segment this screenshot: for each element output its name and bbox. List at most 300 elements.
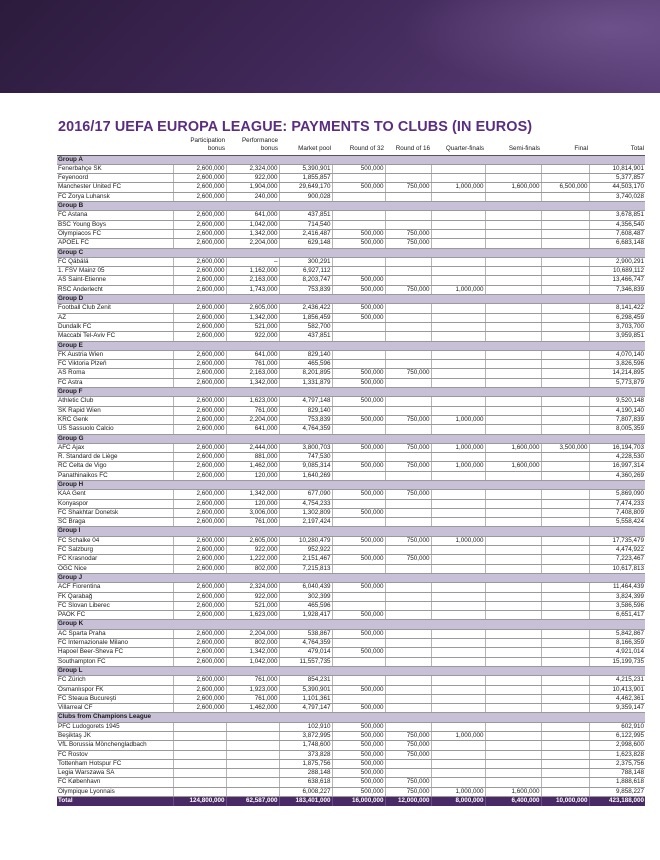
table-cell: 7,408,809 (589, 508, 645, 517)
club-name: Tottenham Hotspur FC (57, 759, 173, 768)
table-cell (541, 490, 589, 499)
table-cell (485, 722, 541, 731)
table-cell (226, 787, 279, 796)
table-cell: 3,872,995 (279, 732, 332, 741)
table-cell: 2,600,000 (173, 648, 226, 657)
table-cell: 2,600,000 (173, 332, 226, 341)
table-cell (541, 499, 589, 508)
table-cell: 5,377,857 (589, 174, 645, 183)
table-cell: 2,600,000 (173, 350, 226, 359)
club-name: Panathinaikos FC (57, 471, 173, 480)
table-cell: 1,462,000 (226, 704, 279, 713)
table-cell (541, 322, 589, 331)
table-cell (485, 239, 541, 248)
table-cell (332, 322, 385, 331)
table-cell: 500,000 (332, 397, 385, 406)
table-cell (541, 704, 589, 713)
club-name: Beşiktaş JK (57, 732, 173, 741)
table-cell (541, 759, 589, 768)
table-cell (485, 648, 541, 657)
column-header: Quarter-finals (431, 136, 485, 155)
table-cell (332, 657, 385, 666)
table-cell: 2,600,000 (173, 304, 226, 313)
table-cell (541, 332, 589, 341)
table-row (57, 164, 645, 173)
table-cell: 1,600,000 (485, 462, 541, 471)
table-cell: 750,000 (385, 778, 431, 787)
total-cell: 423,188,000 (589, 797, 645, 807)
table-cell (541, 229, 589, 238)
column-header: Round of 16 (385, 136, 431, 155)
table-cell: 1,042,000 (226, 220, 279, 229)
table-cell: 7,223,467 (589, 555, 645, 564)
table-cell (485, 657, 541, 666)
table-cell (332, 601, 385, 610)
table-cell: 750,000 (385, 750, 431, 759)
table-cell: 4,921,014 (589, 648, 645, 657)
group-name: Group I (57, 527, 645, 536)
table-cell (332, 471, 385, 480)
table-cell: 10,814,901 (589, 164, 645, 173)
table-cell (485, 536, 541, 545)
club-name: Maccabi Tel-Aviv FC (57, 332, 173, 341)
table-cell: 500,000 (332, 704, 385, 713)
table-cell: 1,000,000 (431, 285, 485, 294)
table-cell: 2,324,000 (226, 583, 279, 592)
table-cell (385, 211, 431, 220)
table-cell: 2,600,000 (173, 685, 226, 694)
table-cell: 2,600,000 (173, 267, 226, 276)
club-name: KRC Genk (57, 415, 173, 424)
table-cell: 753,839 (279, 415, 332, 424)
table-cell: 1,042,000 (226, 657, 279, 666)
table-cell: 2,600,000 (173, 546, 226, 555)
group-header-row (57, 573, 645, 582)
table-cell (485, 741, 541, 750)
table-cell (541, 304, 589, 313)
table-cell: 641,000 (226, 350, 279, 359)
table-cell: 854,231 (279, 676, 332, 685)
table-cell (385, 685, 431, 694)
table-cell: 1,462,000 (226, 462, 279, 471)
club-name: Manchester United FC (57, 183, 173, 192)
table-row (57, 694, 645, 703)
table-cell: 500,000 (332, 239, 385, 248)
table-cell: 120,000 (226, 471, 279, 480)
table-cell (485, 257, 541, 266)
table-cell (541, 239, 589, 248)
table-row (57, 415, 645, 424)
table-cell (431, 564, 485, 573)
table-cell: 1,162,000 (226, 267, 279, 276)
club-name: Football Club Zenit (57, 304, 173, 313)
table-cell: 5,390,901 (279, 685, 332, 694)
table-cell (385, 397, 431, 406)
table-cell: 500,000 (332, 490, 385, 499)
club-name: FC Rostov (57, 750, 173, 759)
table-cell: 6,040,439 (279, 583, 332, 592)
table-cell (541, 769, 589, 778)
club-name: RC Celta de Vigo (57, 462, 173, 471)
group-name: Group G (57, 434, 645, 443)
total-cell: 12,000,000 (385, 797, 431, 807)
table-cell (431, 164, 485, 173)
table-cell: 2,600,000 (173, 174, 226, 183)
table-cell (541, 601, 589, 610)
group-header-row (57, 434, 645, 443)
table-cell (485, 425, 541, 434)
table-cell: 2,600,000 (173, 536, 226, 545)
table-cell (431, 350, 485, 359)
table-cell: 1,856,459 (279, 313, 332, 322)
table-cell (431, 583, 485, 592)
table-cell (431, 657, 485, 666)
table-cell: 747,530 (279, 453, 332, 462)
group-header-row (57, 666, 645, 675)
table-cell: 2,600,000 (173, 704, 226, 713)
table-row (57, 397, 645, 406)
table-cell (485, 369, 541, 378)
table-cell: 5,773,879 (589, 378, 645, 387)
table-cell (485, 490, 541, 499)
table-cell (226, 741, 279, 750)
table-cell: 900,028 (279, 192, 332, 201)
table-cell: 6,651,417 (589, 611, 645, 620)
table-cell (485, 611, 541, 620)
table-cell: 2,600,000 (173, 183, 226, 192)
club-name: AS Roma (57, 369, 173, 378)
table-cell (541, 425, 589, 434)
table-cell: 373,828 (279, 750, 332, 759)
table-cell (431, 322, 485, 331)
table-cell (332, 499, 385, 508)
club-name: AFC Ajax (57, 443, 173, 452)
table-cell: 641,000 (226, 211, 279, 220)
total-row (57, 797, 645, 807)
table-cell: 8,201,895 (279, 369, 332, 378)
group-name: Group F (57, 388, 645, 397)
table-cell: 11,557,735 (279, 657, 332, 666)
group-name: Group B (57, 202, 645, 211)
table-cell: 6,008,227 (279, 787, 332, 796)
table-cell (431, 406, 485, 415)
table-cell: 4,764,359 (279, 425, 332, 434)
table-cell (485, 508, 541, 517)
table-cell (431, 750, 485, 759)
table-cell: 500,000 (332, 583, 385, 592)
group-name: Group A (57, 155, 645, 164)
table-cell (485, 313, 541, 322)
table-cell: 1,748,600 (279, 741, 332, 750)
table-cell (332, 592, 385, 601)
table-cell: 881,000 (226, 453, 279, 462)
group-name: Group D (57, 295, 645, 304)
table-cell: 300,291 (279, 257, 332, 266)
table-cell (541, 257, 589, 266)
table-cell: 500,000 (332, 629, 385, 638)
table-cell (541, 611, 589, 620)
table-cell: 582,700 (279, 322, 332, 331)
table-row (57, 722, 645, 731)
table-cell: 500,000 (332, 648, 385, 657)
table-cell: 761,000 (226, 518, 279, 527)
table-cell: 750,000 (385, 369, 431, 378)
table-cell (541, 508, 589, 517)
table-cell: 521,000 (226, 601, 279, 610)
table-cell: 2,600,000 (173, 220, 226, 229)
table-cell: 1,623,000 (226, 397, 279, 406)
table-cell: 14,214,895 (589, 369, 645, 378)
table-cell (541, 174, 589, 183)
table-cell: 302,399 (279, 592, 332, 601)
table-cell (485, 322, 541, 331)
table-row (57, 183, 645, 192)
club-name: Villarreal CF (57, 704, 173, 713)
table-row (57, 611, 645, 620)
table-row (57, 443, 645, 452)
table-cell (385, 164, 431, 173)
table-cell (431, 211, 485, 220)
table-cell (485, 583, 541, 592)
table-cell (485, 360, 541, 369)
table-cell (431, 508, 485, 517)
table-cell: 1,342,000 (226, 378, 279, 387)
table-cell: 5,842,867 (589, 629, 645, 638)
table-cell (485, 694, 541, 703)
table-cell (485, 192, 541, 201)
table-cell (485, 220, 541, 229)
table-cell (431, 229, 485, 238)
table-row (57, 406, 645, 415)
table-row (57, 546, 645, 555)
table-cell: 500,000 (332, 229, 385, 238)
table-cell: 3,824,399 (589, 592, 645, 601)
table-cell (485, 211, 541, 220)
table-cell: 10,413,901 (589, 685, 645, 694)
table-cell (541, 164, 589, 173)
table-cell: 2,605,000 (226, 304, 279, 313)
table-row (57, 332, 645, 341)
table-cell (431, 704, 485, 713)
table-cell (332, 211, 385, 220)
table-cell: 1,623,000 (226, 611, 279, 620)
table-cell (485, 285, 541, 294)
table-cell (485, 732, 541, 741)
table-body (57, 155, 645, 796)
group-name: Group E (57, 341, 645, 350)
table-cell: 1,923,000 (226, 685, 279, 694)
table-cell (385, 611, 431, 620)
column-header (57, 136, 173, 155)
table-cell (541, 350, 589, 359)
table-cell: 2,600,000 (173, 229, 226, 238)
table-cell (541, 378, 589, 387)
table-row (57, 629, 645, 638)
club-name: R. Standard de Liège (57, 453, 173, 462)
total-cell: 183,401,000 (279, 797, 332, 807)
table-row (57, 369, 645, 378)
table-cell: 4,462,361 (589, 694, 645, 703)
table-cell: 500,000 (332, 285, 385, 294)
table-cell: 750,000 (385, 787, 431, 796)
table-cell: 500,000 (332, 759, 385, 768)
table-row (57, 257, 645, 266)
table-cell (385, 759, 431, 768)
table-row (57, 276, 645, 285)
column-header: Round of 32 (332, 136, 385, 155)
table-cell: 4,190,140 (589, 406, 645, 415)
club-name: APOEL FC (57, 239, 173, 248)
table-cell: 479,014 (279, 648, 332, 657)
club-name: Legia Warszawa SA (57, 769, 173, 778)
table-cell (485, 546, 541, 555)
table-cell: 8,141,422 (589, 304, 645, 313)
table-cell (541, 639, 589, 648)
table-cell: 4,070,140 (589, 350, 645, 359)
table-cell (332, 518, 385, 527)
table-cell (332, 267, 385, 276)
table-cell: 2,600,000 (173, 406, 226, 415)
club-name: RSC Anderlecht (57, 285, 173, 294)
table-cell: 2,163,000 (226, 369, 279, 378)
club-name: FC Salzburg (57, 546, 173, 555)
group-header-row (57, 202, 645, 211)
table-cell: 750,000 (385, 415, 431, 424)
table-cell (332, 192, 385, 201)
table-cell (385, 174, 431, 183)
table-cell (431, 453, 485, 462)
club-name: OGC Nice (57, 564, 173, 573)
total-label: Total (57, 797, 173, 807)
table-cell (431, 546, 485, 555)
total-cell: 62,587,000 (226, 797, 279, 807)
table-cell (385, 769, 431, 778)
club-name: ACF Fiorentina (57, 583, 173, 592)
table-cell: 4,474,922 (589, 546, 645, 555)
table-cell: 1,600,000 (485, 787, 541, 796)
table-cell (431, 425, 485, 434)
table-cell: 4,764,359 (279, 639, 332, 648)
club-name: FC Zürich (57, 676, 173, 685)
club-name: VfL Borussia Mönchengladbach (57, 741, 173, 750)
table-cell: 2,204,000 (226, 629, 279, 638)
table-cell: 1,000,000 (431, 732, 485, 741)
table-cell (431, 759, 485, 768)
table-cell (431, 629, 485, 638)
table-cell: 44,503,170 (589, 183, 645, 192)
table-cell: 437,851 (279, 332, 332, 341)
table-cell (385, 304, 431, 313)
table-cell: 2,197,424 (279, 518, 332, 527)
table-cell (431, 174, 485, 183)
table-cell: 641,000 (226, 425, 279, 434)
table-cell (385, 360, 431, 369)
table-cell: 4,797,148 (279, 397, 332, 406)
column-header: Performance bonus (226, 136, 279, 155)
table-cell (173, 769, 226, 778)
table-cell (541, 778, 589, 787)
club-name: US Sassuolo Calcio (57, 425, 173, 434)
club-name: FK Qarabağ (57, 592, 173, 601)
table-cell: 7,215,813 (279, 564, 332, 573)
table-cell: 120,000 (226, 499, 279, 508)
table-cell: 1,000,000 (431, 536, 485, 545)
table-cell: 500,000 (332, 183, 385, 192)
table-cell: 500,000 (332, 787, 385, 796)
table-row (57, 267, 645, 276)
table-cell: 750,000 (385, 555, 431, 564)
table-row (57, 239, 645, 248)
table-cell (385, 499, 431, 508)
table-cell: 1,875,756 (279, 759, 332, 768)
table-cell: 761,000 (226, 676, 279, 685)
table-cell (173, 759, 226, 768)
table-cell: 1,640,269 (279, 471, 332, 480)
table-cell: 1,000,000 (431, 462, 485, 471)
table-cell: 5,869,090 (589, 490, 645, 499)
table-cell: 6,122,995 (589, 732, 645, 741)
table-cell (485, 759, 541, 768)
total-cell: 8,000,000 (431, 797, 485, 807)
table-row (57, 639, 645, 648)
table-cell: 500,000 (332, 741, 385, 750)
table-cell (485, 229, 541, 238)
table-cell: 500,000 (332, 536, 385, 545)
table-cell (385, 592, 431, 601)
table-cell (541, 211, 589, 220)
table-cell (485, 499, 541, 508)
table-cell: 500,000 (332, 276, 385, 285)
table-cell: – (226, 257, 279, 266)
club-name: Konyaspor (57, 499, 173, 508)
table-cell: 2,600,000 (173, 629, 226, 638)
table-cell: 2,600,000 (173, 415, 226, 424)
table-cell (173, 778, 226, 787)
total-cell: 6,400,000 (485, 797, 541, 807)
table-row (57, 350, 645, 359)
table-cell: 1,600,000 (485, 443, 541, 452)
table-cell: 750,000 (385, 741, 431, 750)
table-cell (332, 360, 385, 369)
table-cell: 750,000 (385, 239, 431, 248)
club-name: Dundalk FC (57, 322, 173, 331)
table-cell: 9,520,148 (589, 397, 645, 406)
table-cell (385, 378, 431, 387)
group-header-row (57, 155, 645, 164)
table-cell: 500,000 (332, 611, 385, 620)
table-cell: 3,826,596 (589, 360, 645, 369)
column-header: Market pool (279, 136, 332, 155)
table-cell: 500,000 (332, 369, 385, 378)
table-row (57, 536, 645, 545)
table-cell: 9,085,314 (279, 462, 332, 471)
table-cell (385, 257, 431, 266)
table-cell (385, 639, 431, 648)
table-cell: 761,000 (226, 406, 279, 415)
group-header-row (57, 480, 645, 489)
table-cell (541, 462, 589, 471)
table-cell: 750,000 (385, 183, 431, 192)
table-cell (332, 425, 385, 434)
table-cell: 1,302,809 (279, 508, 332, 517)
table-cell: 465,596 (279, 601, 332, 610)
table-cell (431, 592, 485, 601)
table-cell (385, 425, 431, 434)
table-cell (431, 676, 485, 685)
table-row (57, 685, 645, 694)
table-row (57, 425, 645, 434)
table-cell (431, 332, 485, 341)
